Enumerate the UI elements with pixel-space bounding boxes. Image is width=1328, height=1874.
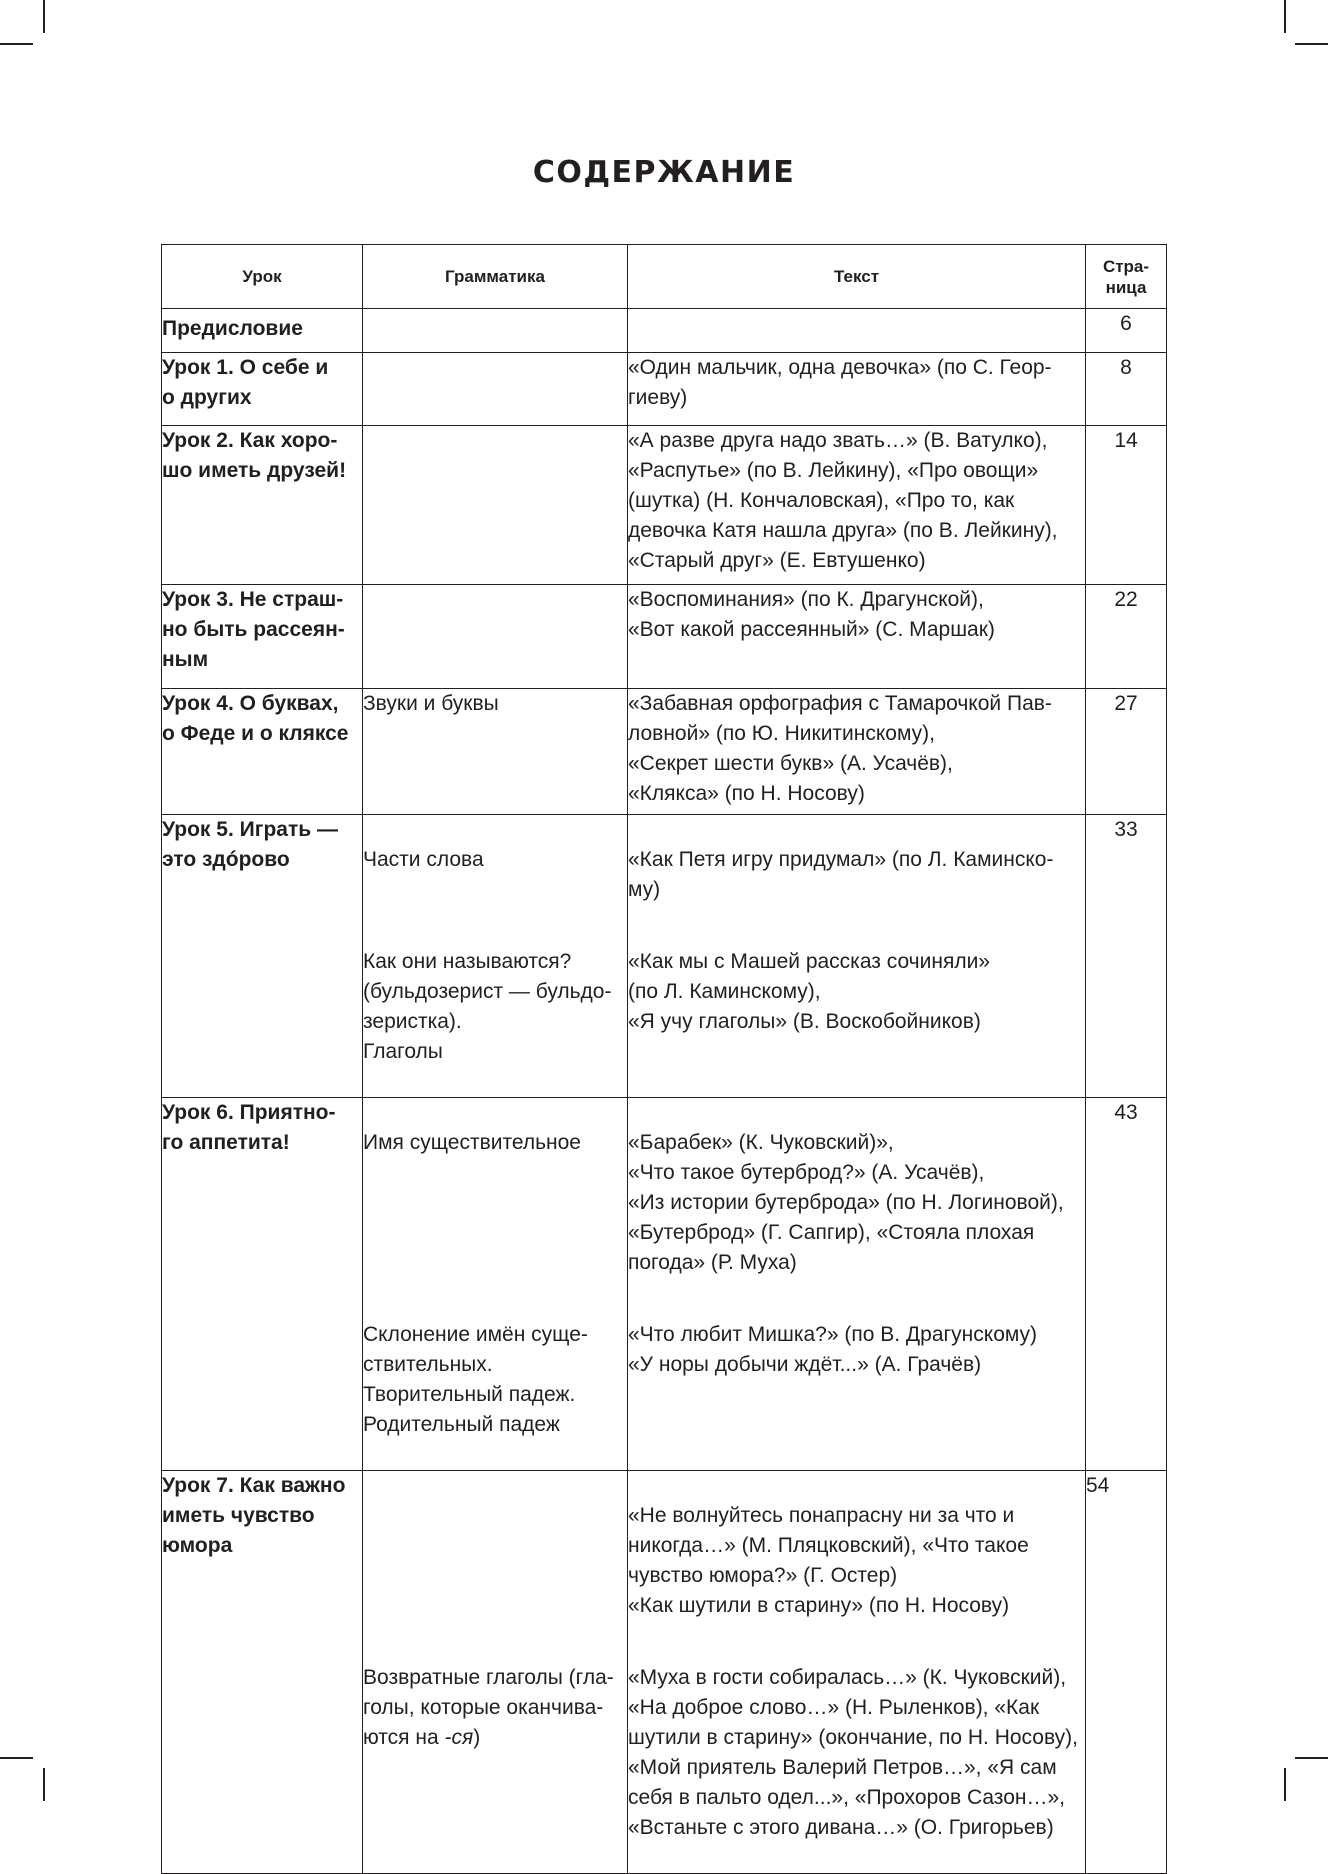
page-number-cell: 22 — [1086, 585, 1167, 689]
grammar-block — [363, 1501, 627, 1621]
text-cell — [628, 1098, 1086, 1471]
grammar-cell — [363, 585, 628, 689]
crop-mark-top-right-v — [1284, 0, 1286, 33]
grammar-cell — [363, 426, 628, 585]
text-cell: «Воспоминания» (по К. Драгунской), «Вот какой рассеянный» (С. Маршак) — [628, 585, 1086, 689]
lesson-cell: Урок 5. Играть — это здóрово — [162, 815, 363, 1098]
text-cell: «Забавная орфография с Тамарочкой Пав- ловной» (по Ю. Никитинскому), «Секрет шести букв» (А. Усачёв), «Клякса» (по Н. Носову) — [628, 689, 1086, 815]
text-block: «Муха в гости собиралась…» (К. Чуковский), «На доброе слово…» (Н. Рыленков), «Как шутили в старину» (окончание, по Н. Носову), «Мой приятель Валерий Петров…», «Я сам себя в пальто одел...», «Прохоров Сазон…», «Встаньте с этого дивана…» (О. Григорьев) — [628, 1666, 1078, 1839]
contents-table — [161, 244, 1167, 1874]
grammar-block: Возвратные глаголы (гла- голы, которые оканчива- ются на -ся) — [363, 1666, 614, 1749]
grammar-cell — [363, 815, 628, 1098]
header-lesson: Урок — [162, 245, 363, 309]
grammar-cell — [363, 1098, 628, 1471]
grammar-block: Имя существительное — [363, 1131, 581, 1154]
page-number-cell: 14 — [1086, 426, 1167, 585]
table-header-row — [162, 245, 1167, 309]
table-row — [162, 353, 1167, 426]
page-number-cell: 27 — [1086, 689, 1167, 815]
grammar-block: Части слова — [363, 848, 484, 871]
lesson-cell: Предисловие — [162, 309, 363, 353]
header-text: Текст — [628, 245, 1086, 309]
text-cell: «А разве друга надо звать…» (В. Ватулко), «Распутье» (по В. Лейкину), «Про овощи» (шутка) (Н. Кончаловская), «Про то, как девочка Катя нашла друга» (по В. Лейкину), «Старый друг» (Е. Евтушенко) — [628, 426, 1086, 585]
grammar-block: Как они называются? (бульдозерист — бульдо- зеристка). Глаголы — [363, 950, 612, 1063]
text-cell: «Один мальчик, одна девочка» (по С. Геор- гиеву) — [628, 353, 1086, 426]
grammar-cell — [363, 1471, 628, 1874]
page-number-cell: 54 — [1086, 1471, 1167, 1874]
grammar-suffix: -ся — [444, 1726, 474, 1749]
text-block: «Как мы с Машей рассказ сочиняли» (по Л. Каминскому), «Я учу глаголы» (В. Воскобойников) — [628, 950, 990, 1033]
grammar-cell — [363, 309, 628, 353]
lesson-cell: Урок 7. Как важно иметь чувство юмора — [162, 1471, 363, 1874]
header-page: Стра- ница — [1086, 245, 1167, 309]
text-cell — [628, 815, 1086, 1098]
table-row — [162, 309, 1167, 353]
table-row — [162, 1098, 1167, 1471]
lesson-cell: Урок 3. Не страш- но быть рассеян- ным — [162, 585, 363, 689]
crop-mark-top-left-v — [43, 0, 45, 33]
crop-mark-bottom-right-v — [1284, 1768, 1286, 1801]
text-block: «Что любит Мишка?» (по В. Драгунскому) «У норы добычи ждёт...» (А. Грачёв) — [628, 1323, 1038, 1376]
table-row — [162, 426, 1167, 585]
crop-mark-top-left-h — [0, 43, 33, 45]
page-number-cell: 33 — [1086, 815, 1167, 1098]
grammar-block: Склонение имён суще- ствительных. Творительный падеж. Родительный падеж — [363, 1323, 588, 1436]
lesson-cell: Урок 4. О буквах, о Феде и о кляксе — [162, 689, 363, 815]
header-grammar: Грамматика — [363, 245, 628, 309]
page-title: СОДЕРЖАНИЕ — [532, 155, 796, 190]
grammar-cell — [363, 353, 628, 426]
table-row — [162, 585, 1167, 689]
table-row — [162, 815, 1167, 1098]
page-number-cell: 6 — [1086, 309, 1167, 353]
lesson-cell: Урок 2. Как хоро- шо иметь друзей! — [162, 426, 363, 585]
text-block: «Как Петя игру придумал» (по Л. Каминско- му) — [628, 848, 1054, 901]
grammar-cell: Звуки и буквы — [363, 689, 628, 815]
table-row — [162, 689, 1167, 815]
crop-mark-bottom-right-h — [1295, 1757, 1328, 1759]
text-cell — [628, 1471, 1086, 1874]
text-block: «Барабек» (К. Чуковский)», «Что такое бутерброд?» (А. Усачёв), «Из истории бутерброда» (по Н. Логиновой), «Бутерброд» (Г. Сапгир), «Стояла плохая погода» (Р. Муха) — [628, 1131, 1064, 1274]
crop-mark-bottom-left-h — [0, 1757, 33, 1759]
page-number-cell: 8 — [1086, 353, 1167, 426]
crop-mark-bottom-left-v — [43, 1768, 45, 1801]
crop-mark-top-right-h — [1295, 43, 1328, 45]
table-row — [162, 1471, 1167, 1874]
text-block: «Не волнуйтесь понапрасну ни за что и никогда…» (М. Пляцковский), «Что такое чувство юмора?» (Г. Остер) «Как шутили в старину» (по Н. Носову) — [628, 1504, 1029, 1617]
page-number-cell: 43 — [1086, 1098, 1167, 1471]
lesson-cell: Урок 1. О себе и о других — [162, 353, 363, 426]
text-cell — [628, 309, 1086, 353]
lesson-cell: Урок 6. Приятно- го аппетита! — [162, 1098, 363, 1471]
